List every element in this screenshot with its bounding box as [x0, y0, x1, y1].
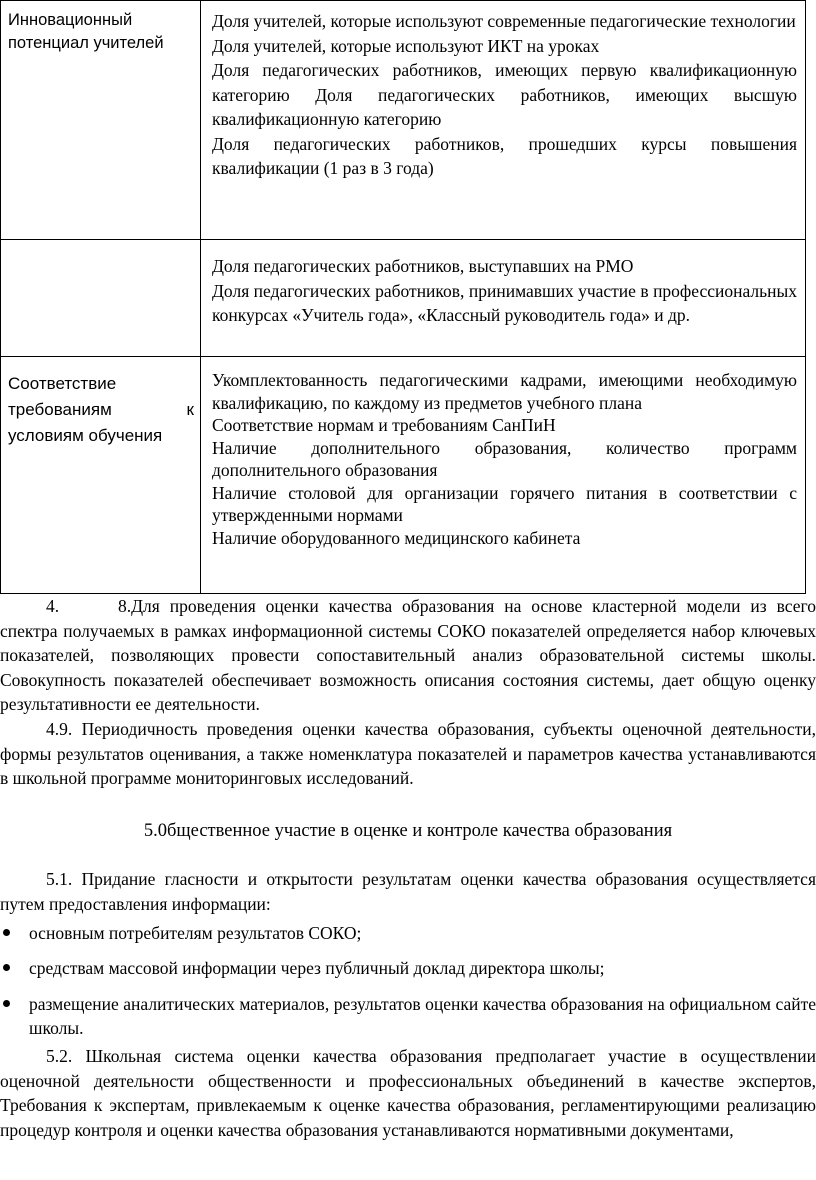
list-item-text: размещение аналитических материалов, результатов оценки качества образования на официальном сайте школы. — [29, 993, 816, 1039]
paragraph-4-9: 4.9. Периодичность проведения оценки качества образования, субъекты оценочной деятельности, формы результатов оценивания, а также номенклатура показателей и параметров качества устанавливаются в школьной программе мониторинговых исследований. — [0, 718, 816, 789]
list-item — [0, 956, 816, 981]
table-row — [0, 240, 806, 357]
indicator-line: Доля педагогических работников, принимавших участие в профессиональных конкурсах «Учитель года», «Классный руководитель года» и др. — [212, 280, 797, 325]
document-body — [0, 594, 816, 1142]
indicator-line: Наличие оборудованного медицинского кабинета — [212, 527, 581, 548]
list-item-text: средствам массовой информации через публичный доклад директора школы; — [29, 958, 605, 979]
indicator-line: Наличие столовой для организации горячего питания в соответствии с утвержденными нормами — [212, 482, 797, 525]
indicators-cell — [201, 357, 805, 549]
indicator-line: Укомплектованность педагогическими кадрами, имеющими необходимую квалификацию, по каждому из предметов учебного плана — [212, 370, 797, 413]
section-heading: 5.0бщественное участие в оценке и контроле качества образования — [143, 820, 673, 841]
list-item-text: основным потребителям результатов СОКО; — [29, 922, 362, 943]
paragraph-text: 8.Для проведения оценки качества образования на основе кластерной модели из всего спектра получаемых в рамках информационной системы СОКО показателей определяется набор ключевых показателей, позволяющих провести сопоставительный анализ образовательной системы школы. Совокупность показателей обеспечивает возможность описания состояния системы, дает общую оценку результативности ее деятельности. — [0, 596, 816, 715]
paragraph-5-1: 5.1. Придание гласности и открытости результатам оценки качества образования осуществляется путем предоставления информации: — [0, 869, 816, 914]
indicator-line: Доля педагогических работников, прошедших курсы повышения квалификации (1 раз в 3 года) — [212, 133, 797, 178]
paragraph-5-2: 5.2. Школьная система оценки качества образования предполагает участие в осуществлении оценочной деятельности общественности и профессиональных объединений в качестве экспертов, Требования к экспертам, привлекаемым к оценке качества образования, регламентирующими реализацию процедур контроля и оценки качества образования устанавливаются нормативными документами, — [0, 1045, 816, 1140]
bullet-list — [0, 921, 816, 1041]
criterion-cell: Инновационный потенциал учителей — [1, 1, 201, 239]
table-row — [0, 357, 806, 594]
paragraph-number: 4. — [46, 596, 60, 616]
indicator-line: Доля учителей, которые используют современные педагогические технологии — [212, 11, 796, 31]
criterion-cell: Соответствие требованиям к условиям обучения — [1, 357, 201, 593]
indicators-table — [0, 0, 806, 594]
table-row — [0, 0, 806, 240]
indicator-line: Доля педагогических работников, выступавших на РМО — [212, 256, 634, 276]
indicator-line: Наличие дополнительного образования, количество программ дополнительного образования — [212, 437, 797, 480]
bullet-icon — [3, 929, 10, 936]
indicator-line: Соответствие нормам и требованиям СанПиН — [212, 415, 556, 435]
paragraph-4-8 — [0, 594, 816, 717]
bullet-icon — [3, 1000, 10, 1007]
indicator-line: Доля педагогических работников, имеющих первую квалификационную категорию Доля педагогических работников, имеющих высшую квалификационную категорию — [212, 60, 797, 129]
indicators-cell — [201, 1, 805, 181]
indicator-line: Доля учителей, которые используют ИКТ на уроках — [212, 35, 600, 56]
bullet-icon — [3, 964, 10, 971]
indicators-cell — [201, 240, 805, 328]
list-item — [0, 921, 816, 946]
criterion-cell — [1, 240, 201, 356]
list-item — [0, 992, 816, 1041]
